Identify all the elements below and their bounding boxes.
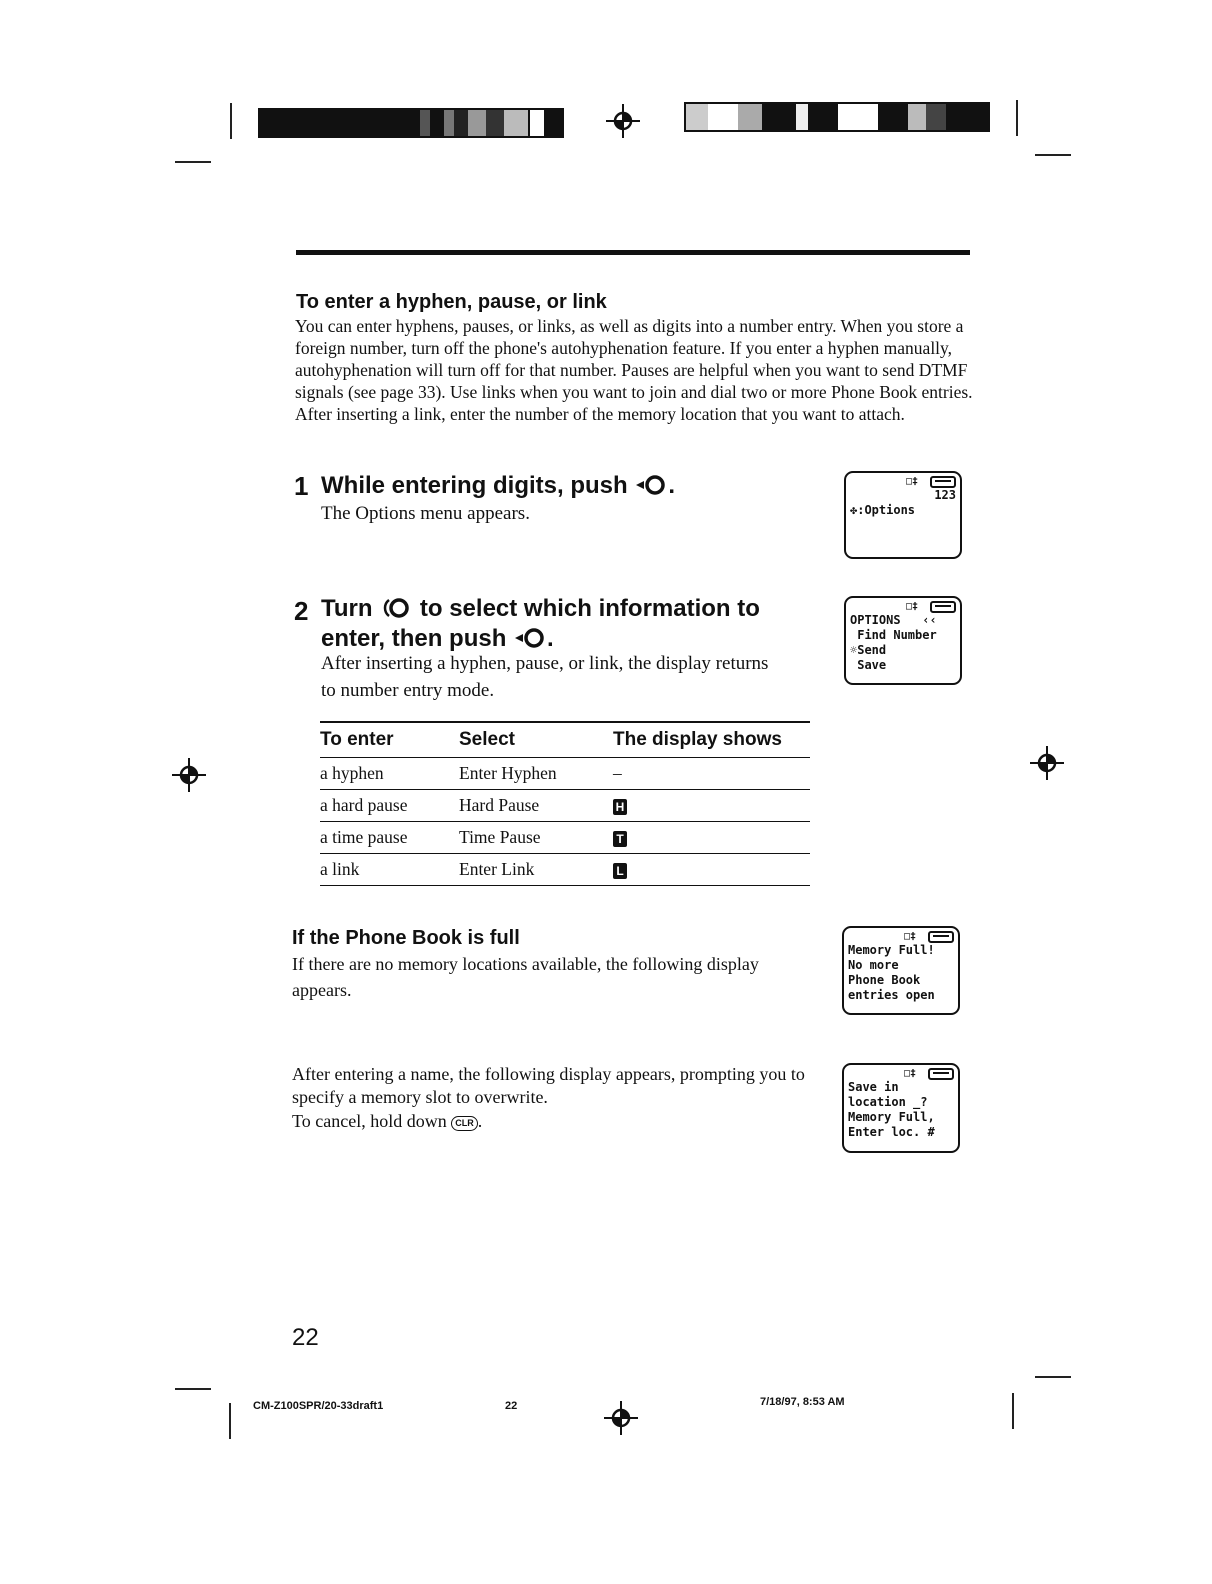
battery-icon [928,1068,954,1080]
lcd-line: entries open [848,988,935,1002]
cancel-text [292,1110,482,1133]
step-2-title-text: to select which information to [413,595,760,622]
battery-icon [930,601,956,613]
step-2-title [321,594,791,654]
crop-mark [229,1403,231,1439]
step-2-title-text: enter, then push [321,625,514,652]
cancel-text-start: To cancel, hold down [292,1111,452,1131]
crop-mark [1012,1393,1014,1429]
cell-display-shows: – [613,758,810,790]
registration-mark-icon [172,758,206,792]
signal-icon: □‡ [905,476,918,487]
lcd-line: Save [850,658,887,672]
crop-mark [1035,154,1071,156]
step-2-text: After inserting a hyphen, pause, or link, the display returns to number entry mode. [321,653,769,701]
lcd-display-options-menu [844,596,962,685]
footer-page: 22 [505,1400,518,1412]
hyphen-body-text: You can enter hyphens, pauses, or links, as well as digits into a number entry. When you store a foreign number, turn off the phone's autohyphenation feature. If you enter a hyphen manually, autohyphenation will turn off for that number. Pauses are helpful when you want to send DTMF signals (see page 33). Use links when you want to join and dial two or more Phone Book entries. After inserting a link, enter the number of the memory location that you want to attach. [295,316,973,424]
section-rule [296,250,970,255]
step-2-title-text: Turn [321,595,380,622]
lcd-line: location _? [848,1095,928,1109]
lcd-line: Find Number [850,628,937,642]
cell-select: Time Pause [459,822,613,854]
step-1-title-end: . [668,472,676,499]
registration-mark-icon [604,1401,638,1435]
cell-select: Hard Pause [459,790,613,822]
color-bar-right [684,102,990,132]
step-1-title [321,471,675,501]
lcd-line: Save in [848,1080,899,1094]
registration-mark-icon [1030,746,1064,780]
selection-table [320,721,810,886]
phonebook-full-text: If there are no memory locations available, the following display appears. [292,954,759,1000]
lcd-line: No more [848,958,899,972]
lcd-display-options [844,471,962,559]
lcd-status-bar [848,930,954,943]
crop-mark [175,161,211,163]
jog-push-icon [513,628,547,648]
battery-icon [928,931,954,943]
lcd-line: ✤:Options [850,503,916,517]
column-header: To enter [320,722,459,758]
lcd-line: Memory Full! [848,943,935,957]
cell-display-shows [613,822,810,854]
step-number: 1 [294,471,309,501]
lcd-line: 123 [905,488,956,502]
table-row [320,822,810,854]
table-row [320,790,810,822]
link-glyph: L [613,863,627,879]
time-pause-glyph: T [613,831,627,847]
lcd-display-save-location [842,1063,960,1153]
signal-icon: □‡ [903,931,916,942]
lcd-line: Enter loc. # [848,1125,935,1139]
lcd-status-bar [848,1067,954,1080]
step-1-text: The Options menu appears. [321,503,530,524]
section-heading-phonebook-full: If the Phone Book is full [292,927,520,949]
hard-pause-glyph: H [613,799,627,815]
section-heading-hyphen: To enter a hyphen, pause, or link [296,291,607,313]
battery-icon [930,476,956,488]
registration-mark-icon [606,104,640,138]
crop-mark [230,103,232,139]
signal-icon: □‡ [903,1068,916,1079]
lcd-line: ☼Send [850,643,887,657]
lcd-line: OPTIONS ‹‹ [850,613,937,627]
cell-to-enter: a hyphen [320,758,459,790]
lcd-status-bar [850,475,956,488]
cell-select: Enter Hyphen [459,758,613,790]
page-number: 22 [292,1324,319,1351]
cell-display-shows [613,854,810,886]
step-1-title-text: While entering digits, push [321,472,635,499]
signal-icon: □‡ [905,601,918,612]
footer-doc-id: CM-Z100SPR/20-33draft1 [253,1400,384,1412]
after-name-text: After entering a name, the following display appears, prompting you to specify a memory slot to overwrite. [292,1064,805,1107]
lcd-display-memory-full [842,926,960,1015]
cell-to-enter: a hard pause [320,790,459,822]
cell-select: Enter Link [459,854,613,886]
clr-key-icon: CLR [451,1116,478,1131]
table-header-row [320,722,810,758]
jog-turn-icon [379,597,413,619]
cell-to-enter: a link [320,854,459,886]
lcd-line: Memory Full, [848,1110,935,1124]
cell-to-enter: a time pause [320,822,459,854]
cancel-text-end: . [477,1111,483,1131]
lcd-status-bar [850,600,956,613]
column-header: The display shows [613,722,810,758]
step-2-title-end: . [547,625,554,652]
crop-mark [175,1388,211,1390]
crop-mark [1016,100,1018,136]
footer-timestamp: 7/18/97, 8:53 AM [760,1396,845,1408]
lcd-line: Phone Book [848,973,921,987]
crop-mark [1035,1376,1071,1378]
step-number: 2 [294,596,309,626]
table-row [320,854,810,886]
table-row [320,758,810,790]
jog-push-icon [634,475,668,495]
color-bar-left [258,108,564,138]
column-header: Select [459,722,613,758]
cell-display-shows [613,790,810,822]
